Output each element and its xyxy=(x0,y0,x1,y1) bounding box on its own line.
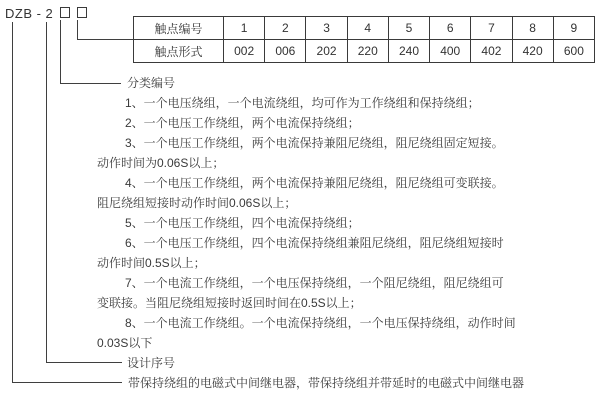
connector-vertical-first-char xyxy=(12,22,13,383)
contact-number-cell: 7 xyxy=(471,17,512,40)
contact-number-row-label: 触点编号 xyxy=(134,17,224,40)
model-placeholder-box xyxy=(60,7,70,18)
classification-item-line: 4、一个电压工作绕组，两个电流保持兼阻尼绕组，阻尼绕组可变联接。 xyxy=(125,176,504,190)
classification-item-line: 2、一个电压工作绕组，两个电流保持绕组； xyxy=(125,116,360,130)
contact-number-cell: 8 xyxy=(512,17,553,40)
contact-form-row xyxy=(134,40,595,63)
contact-form-cell: 420 xyxy=(512,40,553,63)
contact-form-cell: 202 xyxy=(306,40,347,63)
contact-form-cell: 600 xyxy=(553,40,594,63)
contact-table xyxy=(133,16,595,63)
contact-form-cell: 220 xyxy=(347,40,388,63)
classification-label: 分类编号 xyxy=(127,76,176,90)
connector-vertical-design-serial xyxy=(46,22,47,363)
classification-item-line: 6、一个电压工作绕组，四个电流保持绕组兼阻尼绕组，阻尼绕组短接时 xyxy=(125,236,504,250)
contact-number-cell: 2 xyxy=(265,17,306,40)
classification-item-line: 3、一个电压工作绕组，两个电流保持兼阻尼绕组，阻尼绕组固定短接。 xyxy=(125,136,504,150)
contact-number-cell: 1 xyxy=(224,17,265,40)
classification-item-line: 5、一个电压工作绕组，四个电流保持绕组； xyxy=(125,216,360,230)
classification-list xyxy=(97,93,516,353)
connector-horizontal-design-serial xyxy=(46,362,122,363)
model-placeholder-box xyxy=(77,7,87,18)
model-placeholder-boxes xyxy=(53,5,87,21)
connector-horizontal-bottom-label xyxy=(12,382,122,383)
classification-item-line: 动作时间为0.06S以上； xyxy=(97,156,225,170)
classification-item-line: 阻尼绕组短接时动作时间0.06S以上； xyxy=(97,196,297,210)
contact-number-cell: 3 xyxy=(306,17,347,40)
connector-vertical-contact-form xyxy=(77,20,78,40)
contact-form-cell: 400 xyxy=(430,40,471,63)
contact-number-cell: 9 xyxy=(553,17,594,40)
contact-number-cell: 4 xyxy=(347,17,388,40)
classification-item-line: 7、一个电流工作绕组，一个电压保持绕组，一个阻尼绕组，阻尼绕组可 xyxy=(125,276,504,290)
contact-form-cell: 006 xyxy=(265,40,306,63)
classification-item-line: 0.03S以下 xyxy=(97,336,153,350)
classification-item-line: 变联接。当阻尼绕组短接时返回时间在0.5S以上； xyxy=(97,296,362,310)
connector-horizontal-contact-form xyxy=(77,39,134,40)
model-code-prefix: DZB - 2 xyxy=(5,5,54,21)
classification-item-line: 动作时间0.5S以上； xyxy=(97,256,206,270)
design-serial-label: 设计序号 xyxy=(127,356,176,370)
connector-horizontal-classification xyxy=(60,83,121,84)
relay-description-label: 带保持绕组的电磁式中间继电器，带保持绕组并带延时的电磁式中间继电器 xyxy=(128,376,525,390)
classification-item-line: 8、一个电流工作绕组。一个电流保持绕组，一个电压保持绕组，动作时间 xyxy=(125,316,516,330)
connector-vertical-classification xyxy=(60,20,61,84)
classification-item-line: 1、一个电压绕组，一个电流绕组，均可作为工作绕组和保持绕组； xyxy=(125,96,480,110)
contact-form-cell: 402 xyxy=(471,40,512,63)
contact-form-cell: 240 xyxy=(388,40,429,63)
model-code xyxy=(5,5,87,21)
contact-form-row-label: 触点形式 xyxy=(134,40,224,63)
contact-number-cell: 6 xyxy=(430,17,471,40)
contact-number-row xyxy=(134,17,595,40)
contact-number-cell: 5 xyxy=(388,17,429,40)
contact-form-cell: 002 xyxy=(224,40,265,63)
